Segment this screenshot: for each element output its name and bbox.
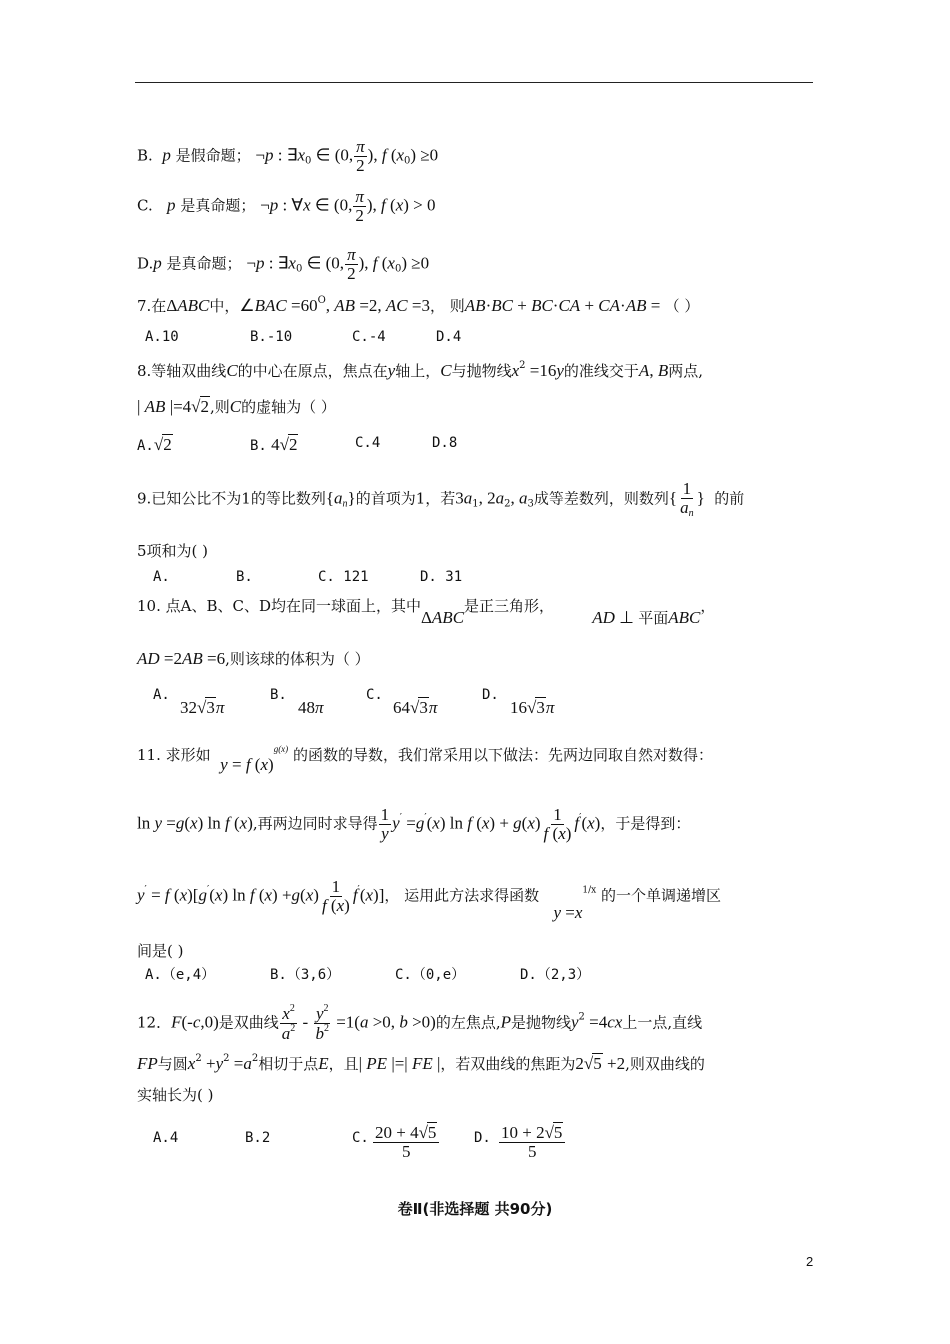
question-12-line-1: 12．F(-c,0)是双曲线 $\frac{x^2}{a^2}$ - $\frac{y^2}{b^2}$ =1(a >0, b >0)的左焦点,P是抛物线$y^2 =4cx$上一点,直线 — [137, 1003, 703, 1043]
question-8-line-1: 8.等轴双曲线C的中心在原点，焦点在y轴上，C与抛物线$x^2 =16y$的准线交于A, B两点, — [137, 360, 703, 380]
question-10-line-2: AD =2AB =6,则该球的体积为（ ） — [137, 649, 370, 668]
page-number: 2 — [806, 1254, 814, 1269]
q8-option-b: B. 4√2 — [250, 435, 298, 454]
q8-option-c: C.4 — [355, 435, 381, 451]
q12-option-b: B.2 — [245, 1130, 271, 1146]
question-9-line-2: 5项和为( ) — [137, 542, 209, 560]
q12-option-c-value: $\frac{20 + 4√5}{5}$ — [372, 1124, 440, 1161]
q7-option-b: B.-10 — [250, 329, 293, 345]
question-12-line-3: 实轴长为( ) — [137, 1086, 214, 1104]
option-c-line: C. p 是真命题； ¬p : ∀x ∈ (0, $\frac{\pi}{2}$ ), f (x) > 0 — [137, 187, 436, 225]
q9-option-d: D. 31 — [420, 569, 463, 585]
q11-option-c: C.（0,e） — [395, 967, 466, 983]
question-11-line-1: 11. 求形如 y = f $(x)^{g(x)}$ 的函数的导数，我们常采用以下做法：先两边同取自然对数得： — [137, 744, 713, 774]
question-7: 7.在ΔABC中，∠BAC $=60^O$, AB =2, AC =3， 则AB·BC + BC·CA + CA·AB = （ ） — [137, 295, 700, 315]
header-rule — [135, 82, 813, 83]
q7-option-c: C.-4 — [352, 329, 386, 345]
question-11-line-2: ln y =g(x) ln f (x),再两边同时求导得 $\frac{1}{y}$ y′ =g′(x) ln f (x) + g(x) $\frac{1}{f (x)}$ f′(x)，于是得到： — [137, 805, 691, 843]
q10-option-a: A. — [153, 687, 170, 703]
q8-option-d: D.8 — [432, 435, 458, 451]
q7-option-d: D.4 — [436, 329, 462, 345]
question-11-line-4: 间是( ) — [137, 942, 184, 960]
q12-option-c: C. — [352, 1130, 369, 1146]
q10-option-b: B. — [270, 687, 287, 703]
question-9-line-1: 9.已知公比不为1的等比数列$\{a_n\}$的首项为1，若$3a_1$, $2a_2$, $a_3$成等差数列，则数列{ $\frac{1}{a_n}$ } 的前 — [137, 479, 745, 519]
q11-option-a: A.（e,4） — [145, 967, 216, 983]
q10-option-b-value: 48π — [298, 698, 324, 717]
question-10-line-1: 10. 点A、B、C、D均在同一球面上，其中ΔABC是正三角形， AD ⊥ 平面ABC， — [137, 597, 716, 627]
q9-option-a: A. — [153, 569, 170, 585]
q9-option-b: B. — [236, 569, 253, 585]
q10-option-d-value: 16√3π — [510, 698, 555, 717]
q10-option-d: D. — [482, 687, 499, 703]
q11-option-b: B.（3,6） — [270, 967, 341, 983]
q8-option-a: A.√2 — [137, 435, 172, 454]
q11-option-d: D.（2,3） — [520, 967, 591, 983]
q10-option-c: C. — [366, 687, 383, 703]
q12-option-d-value: $\frac{10 + 2√5}{5}$ — [498, 1124, 566, 1161]
question-11-line-3: y′ = f (x)[g′(x) ln f (x) +g(x) $\frac{1}{f (x)}$ f′(x)]， 运用此方法求得函数 $y =x^{1/x}$ 的一个单调递增区 — [137, 877, 722, 923]
section-title: 卷Ⅱ(非选择题 共90分) — [397, 1200, 553, 1218]
q7-option-a: A.10 — [145, 329, 179, 345]
option-b-line: B. p 是假命题； ¬p : $\exists x_0$ ∈ (0, $\frac{\pi}{2}$ ), f $(x_0) \ge 0$ — [137, 137, 439, 175]
q10-option-a-value: 32√3π — [180, 698, 225, 717]
q12-option-a: A.4 — [153, 1130, 179, 1146]
question-12-line-2: FP与圆$x^2 +y^2 =a^2$相切于点E，且| PE |=| FE |，若双曲线的焦距为2√5 +2,则双曲线的 — [137, 1053, 705, 1073]
q12-option-d: D. — [474, 1130, 491, 1146]
q9-option-c: C. 121 — [318, 569, 369, 585]
q10-option-c-value: 64√3π — [393, 698, 438, 717]
option-d-line: D.p 是真命题； ¬p : $\exists x_0$ ∈ (0, $\frac{\pi}{2}$ ), f $(x_0) \ge 0$ — [137, 245, 430, 283]
question-8-line-2: | AB |=4√2,则C的虚轴为（ ） — [137, 397, 336, 416]
